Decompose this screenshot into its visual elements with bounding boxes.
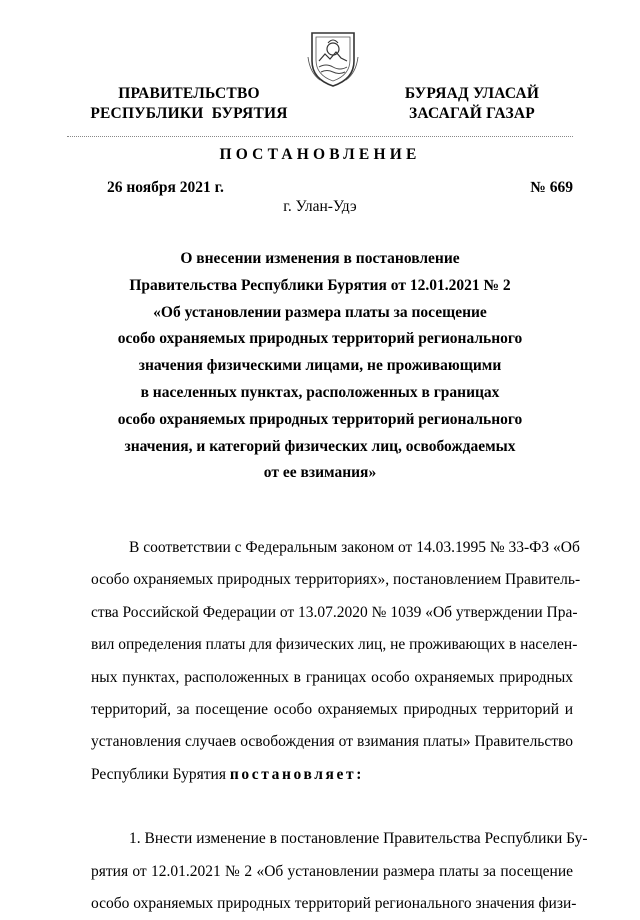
text-line: ства Российской Федерации от 13.07.2020 № 1039 «Об утверждении Пра- [91,603,578,621]
clause-1-paragraph [91,823,588,920]
document-type: ПОСТАНОВЛЕНИЕ [219,146,421,163]
text-line: 1. Внести изменение в постановление Правительства Республики Бу- [129,830,588,848]
org-name-russian [84,84,294,124]
document-date: 26 ноября 2021 г. [107,179,224,196]
document-title [100,246,540,487]
header-divider [67,136,573,137]
document-city: г. Улан-Удэ [283,198,357,215]
text-line: В соответствии с Федеральным законом от 14.03.1995 № 33-ФЗ «Об [129,539,580,556]
title-line: особо охраняемых природных территорий регионального [117,330,523,348]
org-left-line2: РЕСПУБЛИКИ БУРЯТИЯ [90,105,288,122]
coat-of-arms-icon [306,27,360,89]
title-line: значения, и категорий физических лиц, освобождаемых [124,437,516,455]
title-line: Правительства Республики Бурятия от 12.01.2021 № 2 [129,276,511,294]
title-line: в населенных пунктах, расположенных в границах [140,383,500,401]
title-line: значения физическими лицами, не проживающими [138,357,502,375]
title-line: «Об установлении размера платы за посещение [153,303,487,321]
title-line: от ее взимания» [263,464,377,482]
text-fragment: Республики Бурятия [91,765,230,783]
org-left-line1: ПРАВИТЕЛЬСТВО [118,85,260,102]
text-line: особо охраняемых природных территориях», постановлением Правитель- [91,571,581,589]
text-line: особо охраняемых природных территорий регионального значения физи- [91,894,577,912]
document-body [91,532,588,920]
preamble-paragraph [91,532,581,791]
text-line [91,759,573,791]
text-line: ных пунктах, расположенных в границах особо охраняемых природных [91,668,573,686]
text-line: вил определения платы для физических лиц, не проживающих в населен- [91,636,578,654]
org-name-buryat [372,84,572,124]
text-line: рятия от 12.01.2021 № 2 «Об установлении размера платы за посещение [91,862,573,880]
org-right-line1: БУРЯАД УЛАСАЙ [404,85,540,102]
title-line: особо охраняемых природных территорий регионального [117,410,523,428]
resolves-keyword: постановляет: [229,765,364,783]
title-line: О внесении изменения в постановление [180,250,460,267]
document-number: № 669 [530,179,573,196]
org-right-line2: ЗАСАГАЙ ГАЗАР [409,105,535,122]
text-line: территорий, за посещение особо охраняемых природных территорий и [91,700,573,718]
text-line: установления случаев освобождения от взимания платы» Правительство [91,733,573,751]
